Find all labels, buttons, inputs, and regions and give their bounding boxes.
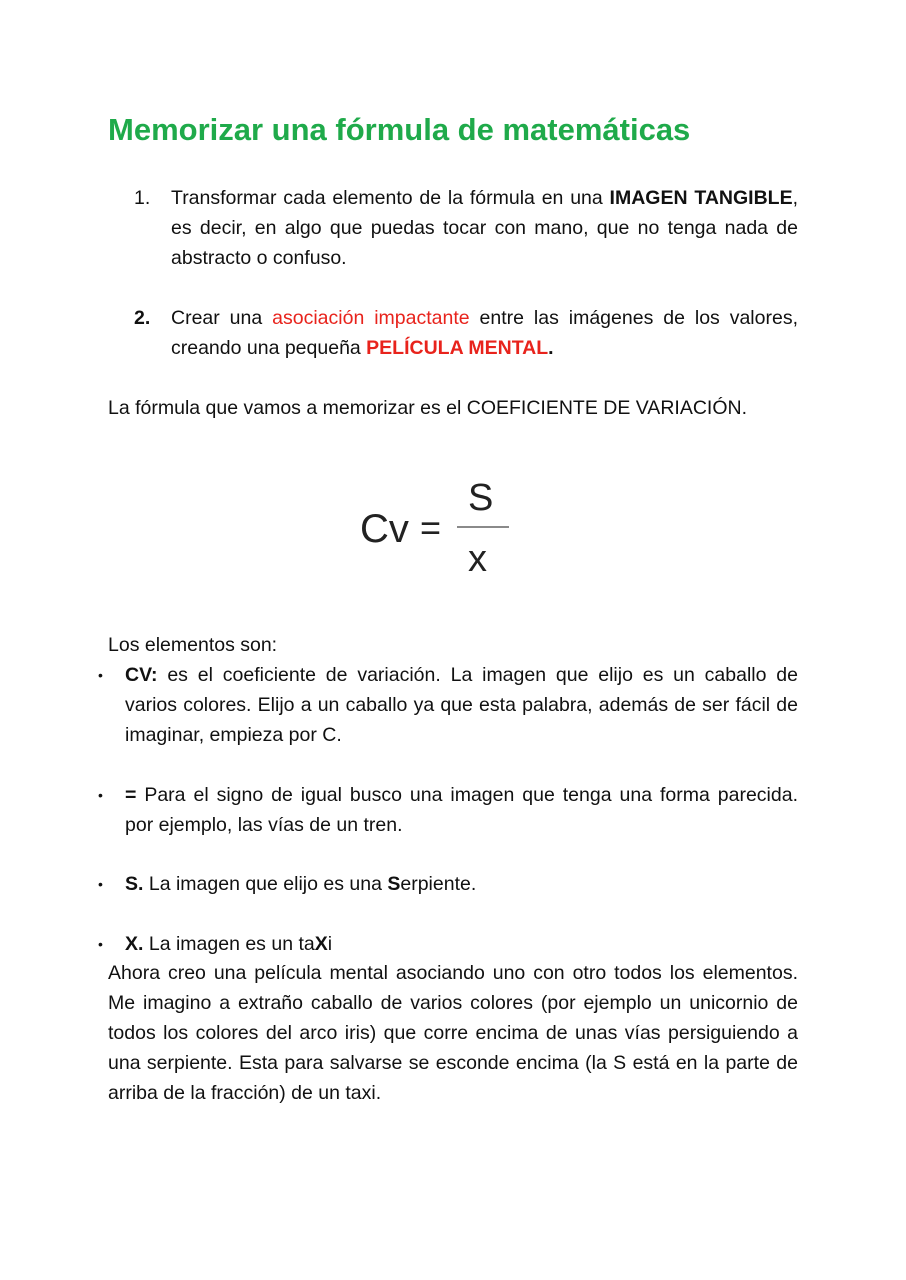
steps-list bbox=[108, 183, 798, 273]
elements-heading: Los elementos son: bbox=[108, 634, 278, 656]
bullet-dot: • bbox=[98, 667, 103, 683]
step-number: 1. bbox=[134, 187, 151, 209]
formula-numerator: S bbox=[468, 477, 494, 519]
step-text: , es decir, en algo que puedas tocar con mano, que no tenga nada de abstracto o confuso. bbox=[171, 187, 798, 269]
bullet-dot: • bbox=[98, 936, 103, 952]
page-title: Memorizar una fórmula de matemáticas bbox=[108, 112, 691, 147]
bullet-label: X. bbox=[125, 933, 144, 955]
formula-equals: = bbox=[420, 507, 442, 548]
steps-list-2 bbox=[108, 303, 798, 363]
step-text: Transformar cada elemento de la fórmula en una bbox=[171, 187, 610, 209]
bullet-letter: X bbox=[314, 933, 328, 955]
bullet-text: Para el signo de igual busco una imagen que tenga una forma parecida. por ejemplo, las vías de un tren. bbox=[125, 784, 798, 836]
bullet-label: = bbox=[125, 784, 137, 806]
list-item bbox=[98, 780, 798, 840]
step-item-1 bbox=[108, 183, 798, 273]
list-item bbox=[98, 869, 798, 899]
formula-intro: La fórmula que vamos a memorizar es el COEFICIENTE DE VARIACIÓN. bbox=[108, 397, 747, 419]
element-bullet-2 bbox=[98, 780, 798, 840]
bullet-text: La imagen que elijo es una bbox=[143, 873, 388, 895]
formula-lhs: Cv bbox=[360, 507, 409, 551]
step-end: . bbox=[548, 337, 554, 359]
bullet-label: CV: bbox=[125, 664, 158, 686]
conclusion-paragraph: Ahora creo una película mental asociando uno con otro todos los elementos. Me imagino a extraño caballo de varios colores (por ejemplo un unicornio de todos los colores del arco iris) que corre encima de unas vías persiguiendo a una serpiente. Esta para salvarse se esconde encima (la S está en la parte de arriba de la fracción) de un taxi. bbox=[108, 962, 798, 1104]
formula-cv bbox=[352, 470, 532, 590]
bullet-dot: • bbox=[98, 876, 103, 892]
list-item bbox=[98, 929, 798, 959]
step-emphasis: IMAGEN TANGIBLE bbox=[609, 187, 793, 209]
formula-denominator: x bbox=[468, 538, 487, 580]
step-highlight-bold: PELÍCULA MENTAL bbox=[366, 337, 549, 359]
bullet-text: i bbox=[327, 933, 333, 955]
step-number: 2. bbox=[134, 307, 151, 329]
bullet-text: La imagen es un ta bbox=[143, 933, 315, 955]
bullet-text: es el coeficiente de variación. La imagen que elijo es un caballo de varios colores. Elijo a un caballo ya que esta palabra, además de ser fácil de imaginar, empieza por C. bbox=[125, 664, 798, 746]
step-highlight: asociación impactante bbox=[272, 307, 470, 329]
step-text: Crear una bbox=[171, 307, 273, 329]
list-item bbox=[98, 660, 798, 750]
bullet-label: S. bbox=[125, 873, 144, 895]
step-text: entre las imágenes de los valores, creando una pequeña bbox=[171, 307, 798, 359]
bullet-dot: • bbox=[98, 787, 103, 803]
element-bullet-1 bbox=[98, 660, 798, 750]
step-item-2 bbox=[108, 303, 798, 363]
bullet-letter: S bbox=[387, 873, 401, 895]
element-bullet-3 bbox=[98, 869, 798, 899]
bullet-text: erpiente. bbox=[400, 873, 477, 895]
element-bullet-4 bbox=[98, 929, 798, 959]
